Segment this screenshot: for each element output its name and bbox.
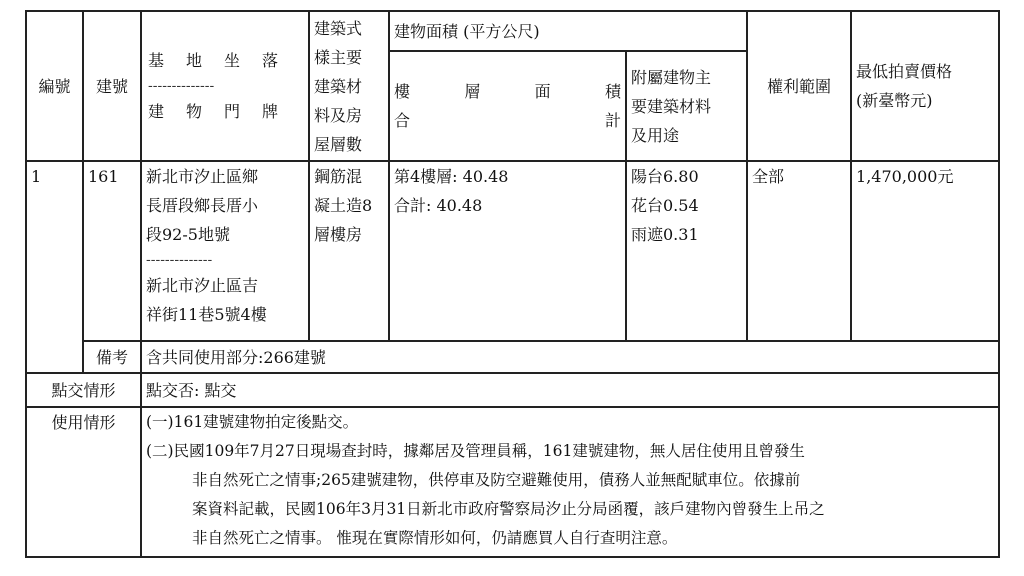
header-location-bottom: 建 物 門 牌	[148, 102, 278, 121]
header-area-floor-top: 樓 層 面 積	[394, 82, 621, 101]
usage-text	[141, 407, 999, 557]
header-no: 編號	[26, 11, 83, 161]
handover-label: 點交情形	[26, 373, 141, 407]
row-no: 1	[26, 161, 83, 373]
header-location-top: 基 地 坐 落	[148, 51, 278, 70]
auction-property-table	[25, 10, 1000, 558]
row-price: 1,470,000元	[851, 161, 999, 341]
row-attached: 陽台6.80 花台0.54 雨遮0.31	[626, 161, 747, 341]
header-structure: 建築式 樣主要 建築材 料及房 屋層數	[309, 11, 389, 161]
row-rights: 全部	[747, 161, 851, 341]
handover-text: 點交否: 點交	[141, 373, 999, 407]
usage-item-2-cont-1: 非自然死亡之情事;265建號建物，供停車及防空避難使用，債務人並無配賦車位。依據前	[192, 471, 801, 489]
remarks-text: 含共同使用部分:266建號	[141, 341, 999, 373]
header-area-floor	[389, 51, 626, 161]
header-attached: 附屬建物主 要建築材料 及用途	[626, 51, 747, 161]
remarks-label: 備考	[83, 341, 141, 373]
usage-label: 使用情形	[26, 407, 141, 557]
usage-item-2-cont-2: 案資料記載，民國106年3月31日新北市政府警察局汐止分局函覆，該戶建物內曾發生上吊之	[192, 500, 825, 518]
usage-item-1: (一)161建號建物拍定後點交。	[146, 413, 359, 431]
header-area-title: 建物面積 (平方公尺)	[389, 11, 747, 51]
row-location-separator: --------------	[146, 252, 213, 268]
usage-item-2-cont-3: 非自然死亡之情事。 惟現在實際情形如何，仍請應買人自行查明注意。	[192, 529, 678, 547]
usage-item-2: (二)民國109年7月27日現場查封時，據鄰居及管理員稱，161建號建物，無人居住使用且曾發生	[146, 442, 805, 460]
header-location-separator: --------------	[148, 78, 215, 94]
row-structure: 鋼筋混 凝土造8 層樓房	[309, 161, 389, 341]
row-build-no: 161	[83, 161, 141, 341]
header-location	[141, 11, 309, 161]
header-rights: 權利範圍	[747, 11, 851, 161]
header-area-floor-bottom: 合 計	[394, 111, 621, 130]
header-build-no: 建號	[83, 11, 141, 161]
header-price: 最低拍賣價格 (新臺幣元)	[851, 11, 999, 161]
row-location: 新北市汐止區鄉 長厝段鄉長厝小 段92-5地號 -------------- 新北市汐止區吉 祥街11巷5號4樓	[141, 161, 309, 341]
row-area: 第4樓層: 40.48 合計: 40.48	[389, 161, 626, 341]
